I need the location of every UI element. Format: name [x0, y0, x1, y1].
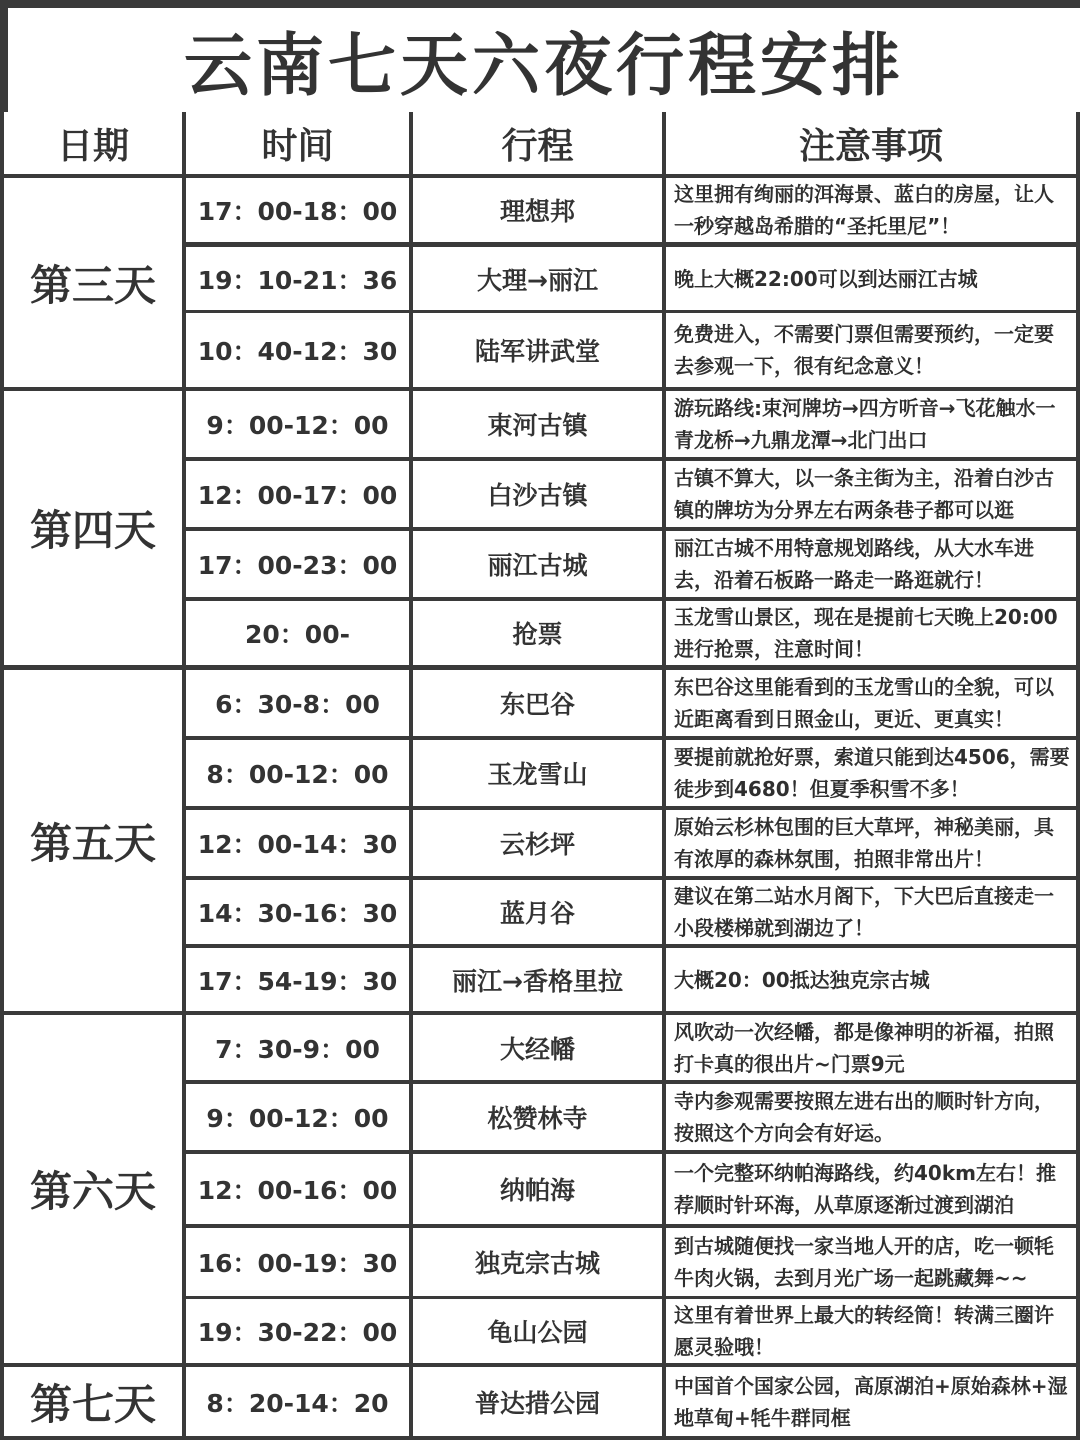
time-cell: 8：00-12：00 — [186, 740, 409, 806]
time-cell: 20：00- — [186, 601, 409, 665]
day-label: 第五天 — [4, 670, 182, 1011]
time-cell: 7：30-9：00 — [186, 1015, 409, 1080]
place-cell: 陆军讲武堂 — [413, 313, 662, 387]
time-cell: 10：40-12：30 — [186, 313, 409, 387]
place-cell: 东巴谷 — [413, 670, 662, 736]
time-cell: 6：30-8：00 — [186, 670, 409, 736]
place-cell: 丽江古城 — [413, 531, 662, 597]
place-cell: 独克宗古城 — [413, 1228, 662, 1296]
place-cell: 玉龙雪山 — [413, 740, 662, 806]
note-cell: 游玩路线:束河牌坊→四方听音→飞花触水一青龙桥→九鼎龙潭→北门出口 — [666, 391, 1076, 457]
place-cell: 龟山公园 — [413, 1299, 662, 1363]
header-date: 日期 — [4, 112, 182, 174]
day-label: 第六天 — [4, 1015, 182, 1363]
time-cell: 17：00-18：00 — [186, 178, 409, 242]
note-cell: 寺内参观需要按照左进右出的顺时针方向，按照这个方向会有好运。 — [666, 1084, 1076, 1150]
place-cell: 理想邦 — [413, 178, 662, 242]
note-cell: 到古城随便找一家当地人开的店，吃一顿牦牛肉火锅，去到月光广场一起跳藏舞~~ — [666, 1228, 1076, 1296]
place-cell: 束河古镇 — [413, 391, 662, 457]
note-cell: 这里有着世界上最大的转经筒！转满三圈许愿灵验哦！ — [666, 1299, 1076, 1363]
place-cell: 云杉坪 — [413, 810, 662, 876]
note-cell: 免费进入，不需要门票但需要预约，一定要去参观一下，很有纪念意义！ — [666, 313, 1076, 387]
time-cell: 19：30-22：00 — [186, 1299, 409, 1363]
time-cell: 17：00-23：00 — [186, 531, 409, 597]
place-cell: 大理→丽江 — [413, 247, 662, 310]
day-label: 第四天 — [4, 391, 182, 665]
note-cell: 丽江古城不用特意规划路线，从大水车进去，沿着石板路一路走一路逛就行！ — [666, 531, 1076, 597]
note-cell: 大概20：00抵达独克宗古城 — [666, 948, 1076, 1011]
note-cell: 晚上大概22:00可以到达丽江古城 — [666, 247, 1076, 310]
place-cell: 丽江→香格里拉 — [413, 948, 662, 1011]
place-cell: 纳帕海 — [413, 1154, 662, 1224]
note-cell: 原始云杉林包围的巨大草坪，神秘美丽，具有浓厚的森林氛围，拍照非常出片！ — [666, 810, 1076, 876]
time-cell: 9：00-12：00 — [186, 1084, 409, 1150]
note-cell: 风吹动一次经幡，都是像神明的祈福，拍照打卡真的很出片~门票9元 — [666, 1015, 1076, 1080]
place-cell: 普达措公园 — [413, 1367, 662, 1436]
note-cell: 一个完整环纳帕海路线，约40km左右！推荐顺时针环海，从草原逐渐过渡到湖泊 — [666, 1154, 1076, 1224]
time-cell: 9：00-12：00 — [186, 391, 409, 457]
time-cell: 17：54-19：30 — [186, 948, 409, 1011]
page-title: 云南七天六夜行程安排 — [8, 8, 1080, 112]
time-cell: 19：10-21：36 — [186, 247, 409, 310]
place-cell: 大经幡 — [413, 1015, 662, 1080]
place-cell: 松赞林寺 — [413, 1084, 662, 1150]
place-cell: 蓝月谷 — [413, 880, 662, 944]
time-cell: 16：00-19：30 — [186, 1228, 409, 1296]
place-cell: 抢票 — [413, 601, 662, 665]
day-label: 第三天 — [4, 178, 182, 387]
header-itinerary: 行程 — [413, 112, 662, 174]
note-cell: 中国首个国家公园，高原湖泊+原始森林+湿地草甸+牦牛群同框 — [666, 1367, 1076, 1436]
time-cell: 14：30-16：30 — [186, 880, 409, 944]
note-cell: 东巴谷这里能看到的玉龙雪山的全貌，可以近距离看到日照金山，更近、更真实！ — [666, 670, 1076, 736]
note-cell: 这里拥有绚丽的洱海景、蓝白的房屋，让人一秒穿越岛希腊的“圣托里尼”！ — [666, 178, 1076, 242]
place-cell: 白沙古镇 — [413, 461, 662, 527]
note-cell: 建议在第二站水月阁下，下大巴后直接走一小段楼梯就到湖边了！ — [666, 880, 1076, 944]
note-cell: 玉龙雪山景区，现在是提前七天晚上20:00进行抢票，注意时间！ — [666, 601, 1076, 665]
time-cell: 8：20-14：20 — [186, 1367, 409, 1436]
time-cell: 12：00-17：00 — [186, 461, 409, 527]
day-label: 第七天 — [4, 1367, 182, 1436]
time-cell: 12：00-14：30 — [186, 810, 409, 876]
time-cell: 12：00-16：00 — [186, 1154, 409, 1224]
note-cell: 古镇不算大，以一条主街为主，沿着白沙古镇的牌坊为分界左右两条巷子都可以逛 — [666, 461, 1076, 527]
header-notes: 注意事项 — [666, 112, 1076, 174]
header-time: 时间 — [186, 112, 409, 174]
note-cell: 要提前就抢好票，索道只能到达4506，需要徒步到4680！但夏季积雪不多！ — [666, 740, 1076, 806]
